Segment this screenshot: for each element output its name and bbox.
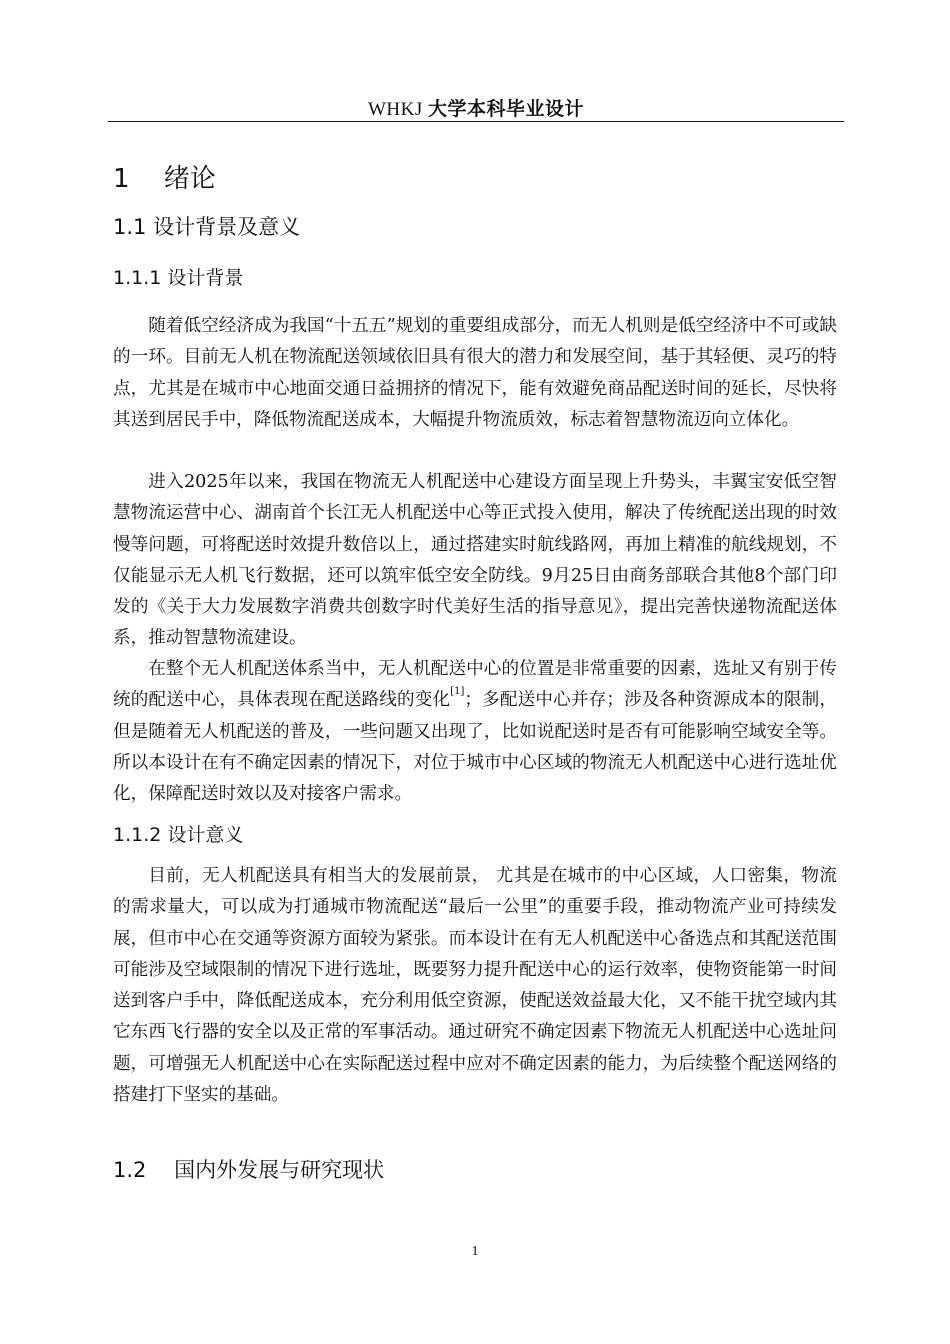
paragraph-background-3 bbox=[113, 654, 837, 810]
paragraph-background-2: 进入2025年以来，我国在物流无人机配送中心建设方面呈现上升势头，丰翼宝安低空智慧物流运营中心、湖南首个长江无人机配送中心等正式投入使用，解决了传统配送出现的时效慢等问题，可将配送时效提升数倍以上，通过搭建实时航线路网，再加上精准的航线规划，不仅能显示无人机飞行数据，还可以筑牢低空安全防线。9月25日由商务部联合其他8个部门印发的《关于大力发展数字消费共创数字时代美好生活的指导意见》，提出完善快递物流配送体系，推动智慧物流建设。 bbox=[113, 472, 837, 649]
header-divider bbox=[108, 121, 844, 122]
subsection-title-1-1-2: 1.1.2 设计意义 bbox=[113, 824, 244, 846]
section-title-1-1: 1.1 设计背景及意义 bbox=[113, 215, 301, 239]
header-university-code: WHKJ bbox=[367, 99, 423, 120]
paragraph-background-1: 随着低空经济成为我国“十五五”规划的重要组成部分，而无人机则是低空经济中不可或缺的一环。目前无人机在物流配送领域依旧具有很大的潜力和发展空间，基于其轻便、灵巧的特点，尤其是在城市中心地面交通日益拥挤的情况下，能有效避免商品配送时间的延长，尽快将其送到居民手中，降低物流配送成本，大幅提升物流质效，标志着智慧物流迈向立体化。 bbox=[113, 316, 837, 430]
page-number: 1 bbox=[471, 1244, 479, 1259]
header-thesis-title: 大学本科毕业设计 bbox=[428, 98, 585, 120]
paragraph-significance: 目前，无人机配送具有相当大的发展前景， 尤其是在城市的中心区域，人口密集，物流的需求量大，可以成为打通城市物流配送“最后一公里”的重要手段，推动物流产业可持续发展，但市中心在交通等资源方面较为紧张。而本设计在有无人机配送中心备选点和其配送范围可能涉及空域限制的情况下进行选址，既要努力提升配送中心的运行效率，使物资能第一时间送到客户手中，降低配送成本，充分利用低空资源，使配送效益最大化，又不能干扰空域内其它东西飞行器的安全以及正常的军事活动。通过研究不确定因素下物流无人机配送中心选址问题，可增强无人机配送中心在实际配送过程中应对不确定因素的能力，为后续整个配送网络的搭建打下坚实的基础。 bbox=[113, 866, 837, 1106]
citation-ref: [1] bbox=[450, 686, 465, 698]
paragraph-text: ；多配送中心并存；涉及各种资源成本的限制，但是随着无人机配送的普及，一些问题又出现了，比如说配送时是否有可能影响空域安全等。所以本设计在有不确定因素的情况下，对位于城市中心区域的物流无人机配送中心进行选址优化，保障配送时效以及对接客户需求。 bbox=[113, 690, 837, 805]
subsection-title-1-1-1: 1.1.1 设计背景 bbox=[113, 267, 244, 289]
paragraph-text: 在整个无人机配送体系当中，无人机配送中心的位置是非常重要的因素，选址又有别于传统的配送中心，具体表现在配送路线的变化 bbox=[113, 659, 837, 711]
running-header bbox=[108, 94, 844, 121]
section-title-1-2: 1.2 国内外发展与研究现状 bbox=[113, 1158, 385, 1182]
chapter-title: 1 绪论 bbox=[113, 164, 216, 194]
